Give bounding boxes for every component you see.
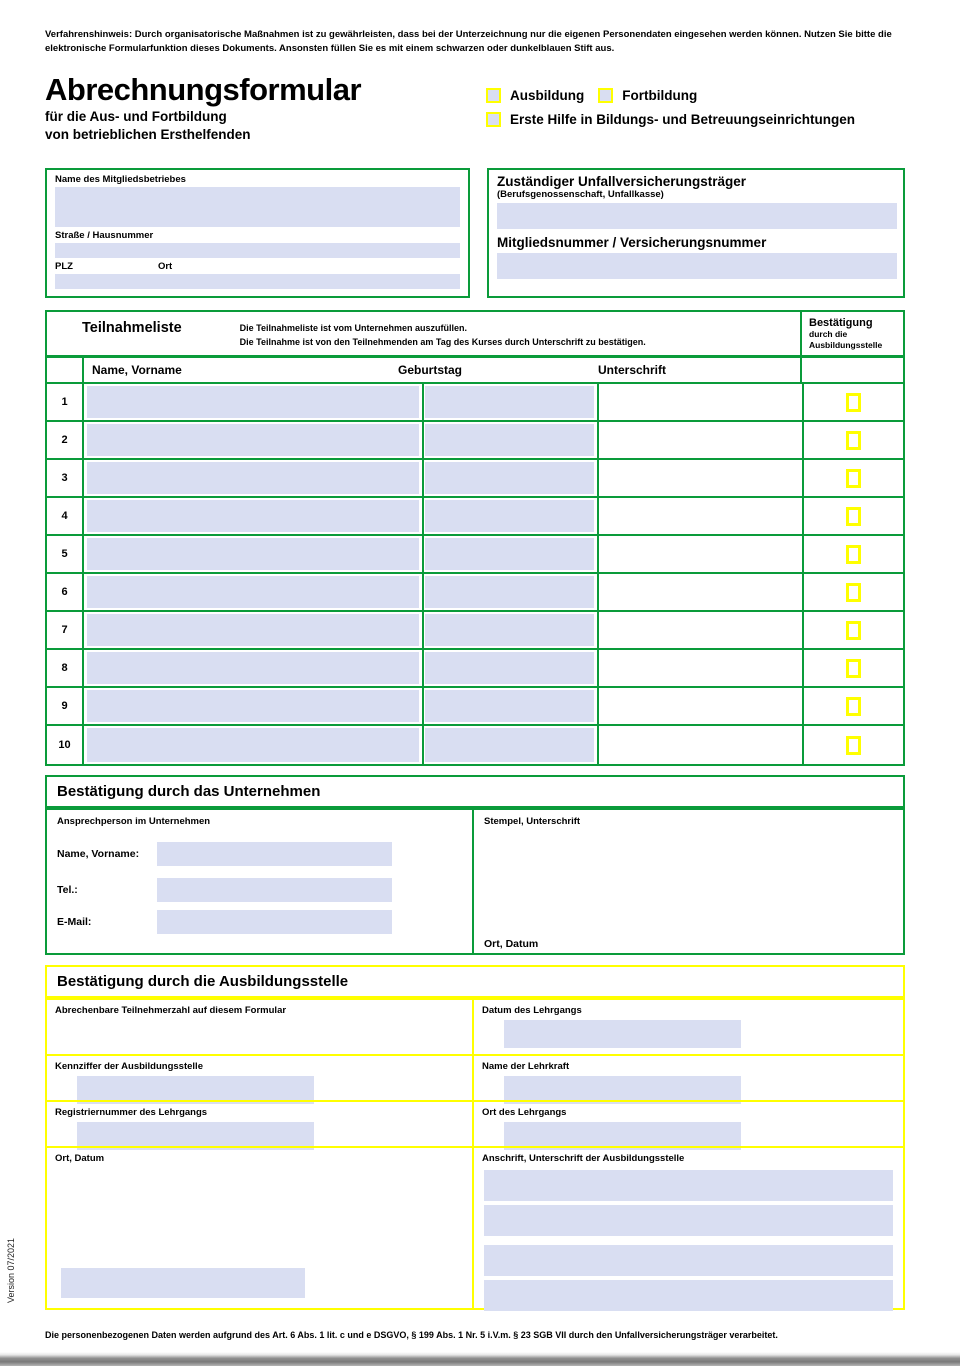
plz-label: PLZ: [55, 261, 73, 272]
participant-name-field[interactable]: [87, 386, 419, 418]
number-column-header: [47, 358, 84, 382]
privacy-footer: Die personenbezogenen Daten werden aufgrund des Art. 6 Abs. 1 lit. c und e DSGVO, § 199 Abs. 1 Nr. 5 i.V.m. § 23 SGB VII durch den Unfallversicherungsträger verarbeitet.: [45, 1330, 778, 1340]
table-row: [47, 422, 903, 460]
form-subtitle-2: von betrieblichen Ersthelfenden: [45, 126, 251, 142]
birthday-column-header: Geburtstag: [398, 363, 463, 377]
row-number: 5: [47, 536, 84, 572]
erste-hilfe-checkbox[interactable]: [486, 112, 501, 127]
confirmation-checkbox[interactable]: [846, 621, 861, 640]
insurer-subtitle: (Berufsgenossenschaft, Unfallkasse): [497, 189, 664, 200]
row-number: 2: [47, 422, 84, 458]
ort-label: Ort: [157, 261, 173, 272]
street-field[interactable]: [55, 243, 460, 258]
member-name-label: Name des Mitgliedsbetriebes: [55, 174, 186, 185]
table-title: Teilnahmeliste: [82, 320, 182, 336]
confirm-line-2: durch die: [809, 329, 848, 339]
registration-number-label: Registriernummer des Lehrgangs: [55, 1107, 208, 1118]
confirmation-column-header: [800, 312, 903, 355]
company-section: [45, 808, 905, 955]
participant-signature-cell: [597, 460, 802, 496]
row-number: 7: [47, 612, 84, 648]
participant-signature-cell: [597, 422, 802, 458]
ort-field[interactable]: [163, 274, 460, 289]
centre-address-field-3[interactable]: [484, 1245, 893, 1276]
row-number: 6: [47, 574, 84, 610]
participant-name-field[interactable]: [87, 728, 419, 762]
form-title: Abrechnungsformular: [45, 72, 362, 107]
participant-name-field[interactable]: [87, 614, 419, 646]
erste-hilfe-label: Erste Hilfe in Bildungs- und Betreuungseinrichtungen: [510, 112, 856, 127]
participant-signature-cell: [597, 574, 802, 610]
table-row: [47, 384, 903, 422]
participant-name-field[interactable]: [87, 500, 419, 532]
insurer-title: Zuständiger Unfallversicherungsträger: [497, 174, 747, 189]
member-name-field[interactable]: [55, 187, 460, 227]
row-number: 9: [47, 688, 84, 724]
course-place-label: Ort des Lehrgangs: [482, 1107, 567, 1118]
participant-name-field[interactable]: [87, 462, 419, 494]
member-number-field[interactable]: [497, 253, 897, 279]
name-column-header: Name, Vorname: [92, 363, 182, 377]
participant-count-label: Abrechenbare Teilnehmerzahl auf diesem Formular: [55, 1005, 287, 1016]
confirmation-checkbox[interactable]: [846, 697, 861, 716]
confirmation-checkbox[interactable]: [846, 431, 861, 450]
participant-name-field[interactable]: [87, 690, 419, 722]
fortbildung-label: Fortbildung: [622, 88, 698, 103]
table-row: [47, 612, 903, 650]
confirmation-checkbox[interactable]: [846, 507, 861, 526]
instructor-label: Name der Lehrkraft: [482, 1061, 570, 1072]
signature-column-header: Unterschrift: [598, 363, 667, 377]
checkbox-column-header: [800, 358, 903, 382]
participant-signature-cell: [597, 384, 802, 420]
table-column-headers: [47, 358, 903, 384]
participant-name-field[interactable]: [87, 652, 419, 684]
row-number: 3: [47, 460, 84, 496]
participant-birthday-field[interactable]: [425, 386, 594, 418]
confirmation-checkbox[interactable]: [846, 583, 861, 602]
company-section-heading: [45, 775, 905, 808]
participant-name-field[interactable]: [87, 538, 419, 570]
participant-signature-cell: [597, 612, 802, 648]
participant-birthday-field[interactable]: [425, 576, 594, 608]
contact-tel-field[interactable]: [157, 878, 392, 902]
confirmation-checkbox[interactable]: [846, 469, 861, 488]
participant-name-field[interactable]: [87, 424, 419, 456]
table-note-2: Die Teilnahme ist von den Teilnehmenden am Tag des Kurses durch Unterschrift zu bestätigen.: [239, 336, 646, 347]
participant-table: [45, 310, 905, 766]
street-label: Straße / Hausnummer: [55, 230, 154, 241]
confirmation-checkbox[interactable]: [846, 659, 861, 678]
fortbildung-checkbox[interactable]: [598, 88, 613, 103]
participant-signature-cell: [597, 688, 802, 724]
participant-signature-cell: [597, 726, 802, 764]
stamp-signature-cell: [472, 810, 903, 953]
contact-email-label: E-Mail:: [57, 916, 92, 928]
participant-birthday-field[interactable]: [425, 728, 594, 762]
participant-birthday-field[interactable]: [425, 500, 594, 532]
row-number: 1: [47, 384, 84, 420]
training-place-date-field[interactable]: [61, 1268, 305, 1298]
contact-email-field[interactable]: [157, 910, 392, 934]
participant-birthday-field[interactable]: [425, 614, 594, 646]
confirm-line-3: Ausbildungsstelle: [809, 340, 883, 351]
table-notes: [240, 320, 646, 349]
row-number: 8: [47, 650, 84, 686]
confirmation-checkbox[interactable]: [846, 545, 861, 564]
centre-code-label: Kennziffer der Ausbildungsstelle: [55, 1061, 203, 1072]
contact-name-label: Name, Vorname:: [57, 848, 140, 860]
training-place-date-label: Ort, Datum: [55, 1153, 105, 1164]
ausbildung-label: Ausbildung: [510, 88, 585, 103]
table-note-1: Die Teilnahmeliste ist vom Unternehmen auszufüllen.: [239, 323, 468, 333]
centre-address-field-1[interactable]: [484, 1170, 893, 1201]
table-row: [47, 574, 903, 612]
centre-signature-field[interactable]: [484, 1280, 893, 1311]
participant-birthday-field[interactable]: [425, 462, 594, 494]
centre-address-label: Anschrift, Unterschrift der Ausbildungsstelle: [482, 1153, 685, 1164]
participant-signature-cell: [597, 536, 802, 572]
insurer-field[interactable]: [497, 203, 897, 229]
table-row: [47, 498, 903, 536]
contact-name-field[interactable]: [157, 842, 392, 866]
member-number-label: Mitgliedsnummer / Versicherungsnummer: [497, 235, 767, 250]
participant-birthday-field[interactable]: [425, 652, 594, 684]
participant-signature-cell: [597, 498, 802, 534]
course-date-field[interactable]: [504, 1020, 741, 1048]
contact-tel-label: Tel.:: [57, 884, 78, 896]
company-heading-text: Bestätigung durch das Unternehmen: [57, 783, 321, 800]
table-row: [47, 650, 903, 688]
table-row: [47, 688, 903, 726]
centre-address-field-2[interactable]: [484, 1205, 893, 1236]
row-number: 4: [47, 498, 84, 534]
company-place-date-label: Ort, Datum: [484, 938, 539, 950]
confirm-line-1: Bestätigung: [809, 317, 873, 329]
form-subtitle-1: für die Aus- und Fortbildung: [45, 109, 227, 124]
participant-signature-cell: [597, 650, 802, 686]
procedure-note: Verfahrenshinweis: Durch organisatorische Maßnahmen ist zu gewährleisten, dass bei der Unterzeichnung nur die eigenen Personendaten eingesehen werden können. Nutzen Sie bitte die elektronische Formularfunktion dieses Dokuments. Ansonsten füllen Sie es mit einem schwarzen oder dunkelblauen Stift aus.: [45, 29, 892, 54]
training-section-heading: [45, 965, 905, 998]
row-number: 10: [47, 726, 84, 764]
plz-field[interactable]: [55, 274, 163, 289]
confirmation-checkbox[interactable]: [846, 736, 861, 755]
stamp-label: Stempel, Unterschrift: [484, 816, 581, 827]
version-label: Version 07/2021: [6, 1237, 16, 1303]
participant-birthday-field[interactable]: [425, 690, 594, 722]
table-row: [47, 536, 903, 574]
title-block: [45, 72, 361, 143]
training-section: [45, 998, 905, 1310]
participant-name-field[interactable]: [87, 576, 419, 608]
table-row: [47, 460, 903, 498]
confirmation-checkbox[interactable]: [846, 393, 861, 412]
window-bottom-bar: [0, 1352, 960, 1366]
table-row: [47, 726, 903, 764]
insurer-box: [487, 168, 905, 298]
course-date-label: Datum des Lehrgangs: [482, 1005, 582, 1016]
course-type-checkboxes: [486, 88, 869, 136]
ausbildung-checkbox[interactable]: [486, 88, 501, 103]
contact-person-label: Ansprechperson im Unternehmen: [57, 816, 211, 827]
training-heading-text: Bestätigung durch die Ausbildungsstelle: [57, 973, 349, 990]
member-company-box: [45, 168, 470, 298]
participant-birthday-field[interactable]: [425, 538, 594, 570]
participant-birthday-field[interactable]: [425, 424, 594, 456]
